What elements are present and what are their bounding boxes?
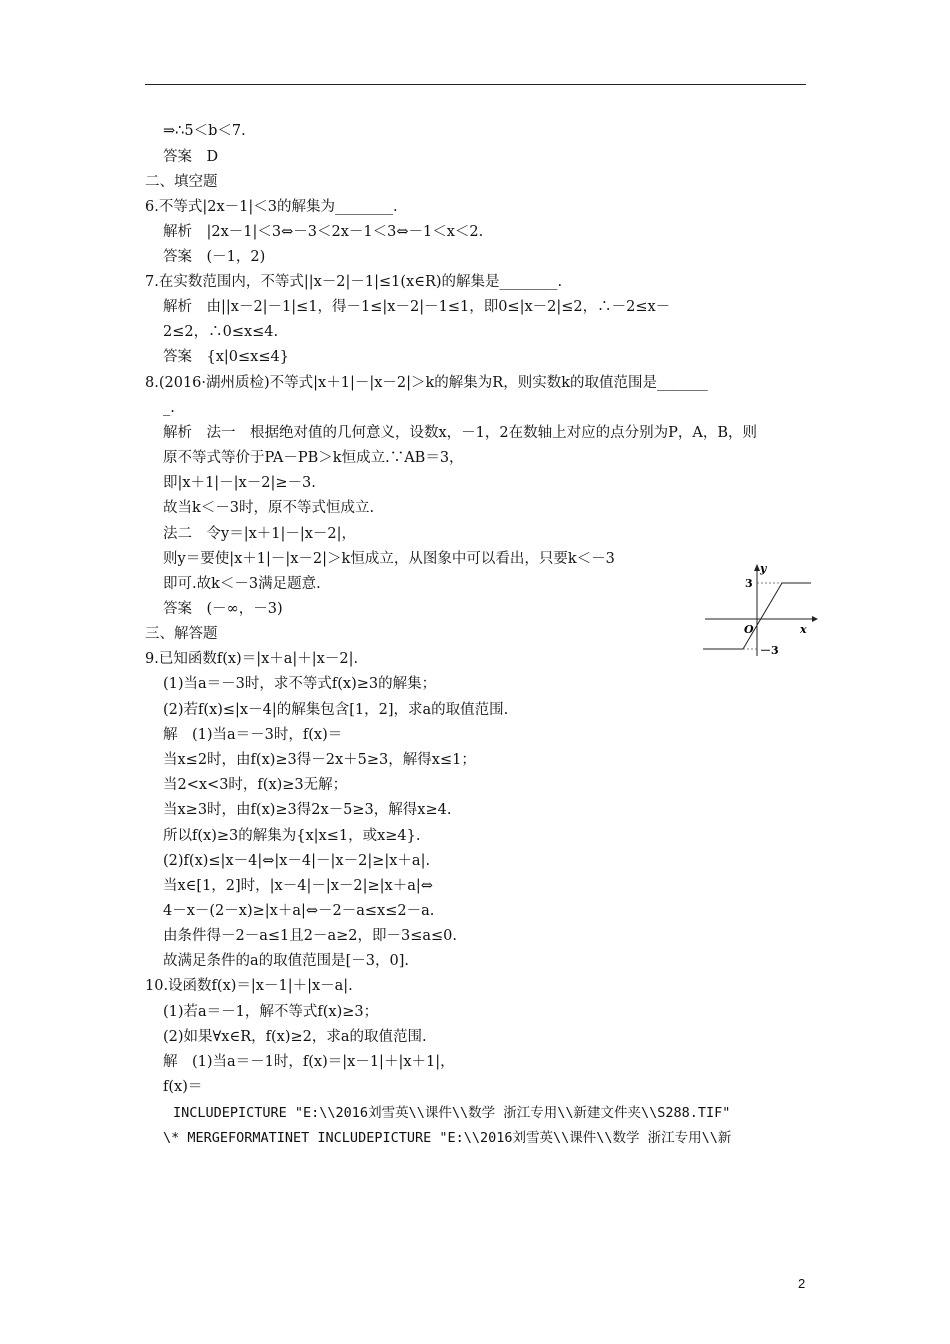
graph-figure (700, 560, 820, 660)
sub-question: (2)如果∀x∈R，f(x)≥2，求a的取值范围. (163, 1029, 427, 1045)
analysis-line: 解析 由||x－2|－1|≤1，得－1≤|x－2|－1≤1，即0≤|x－2|≤2，∴－2≤x－ (163, 299, 671, 315)
solution-line: 所以f(x)≥3的解集为{x|x≤1，或x≥4}. (163, 828, 421, 844)
field-code-line: INCLUDEPICTURE "E:\\2016刘雪英\\课件\\数学 浙江专用\\新建文件夹\\S288.TIF" (173, 1105, 731, 1121)
analysis-line: 解析 |2x－1|＜3⇔－3＜2x－1＜3⇔－1＜x＜2. (163, 224, 484, 240)
text-line: _. (163, 400, 175, 416)
y-axis-label: y (760, 562, 767, 575)
question-7: 7.在实数范围内，不等式||x－2|－1|≤1(x∈R)的解集是________. (145, 274, 563, 290)
header-rule (145, 84, 806, 85)
text-line: ⇒∴5＜b＜7. (163, 123, 246, 139)
x-axis-arrow-icon (812, 616, 818, 622)
section-heading: 三、解答题 (145, 626, 218, 642)
page-number: 2 (798, 1276, 806, 1291)
analysis-line: 解析 法一 根据绝对值的几何意义，设数x，－1，2在数轴上对应的点分别为P，A，B，则 (163, 425, 758, 441)
analysis-line: 即|x＋1|－|x－2|≥－3. (163, 475, 316, 491)
question-6: 6.不等式|2x－1|＜3的解集为________. (145, 199, 398, 215)
tick-label-neg3: －3 (760, 644, 779, 657)
solution-line: 当x≤2时，由f(x)≥3得－2x＋5≥3，解得x≤1； (163, 752, 476, 768)
solution-line: 由条件得－2－a≤1且2－a≥2，即－3≤a≤0. (163, 928, 457, 944)
answer-line: 答案 (－1，2) (163, 249, 266, 265)
solution-line: 当2<x<3时，f(x)≥3无解； (163, 777, 348, 793)
question-8: 8.(2016·湖州质检)不等式|x＋1|－|x－2|＞k的解集为R，则实数k的取值范围是_______ (145, 375, 708, 391)
x-axis-label: x (800, 623, 807, 636)
section-heading: 二、填空题 (145, 174, 218, 190)
answer-line: 答案 (－∞，－3) (163, 601, 283, 617)
question-9: 9.已知函数f(x)＝|x＋a|＋|x－2|. (145, 651, 359, 667)
tick-label-3: 3 (745, 577, 753, 590)
answer-line: 答案 D (163, 149, 219, 165)
solution-line: 当x∈[1，2]时，|x－4|－|x－2|≥|x＋a|⇔ (163, 878, 433, 894)
field-code-line: \* MERGEFORMATINET INCLUDEPICTURE "E:\\2016刘雪英\\课件\\数学 浙江专用\\新 (163, 1130, 732, 1146)
solution-line: 解 (1)当a＝－3时，f(x)＝ (163, 727, 343, 743)
sub-question: (1)若a＝－1，解不等式f(x)≥3； (163, 1004, 379, 1020)
solution-line: 故满足条件的a的取值范围是[－3，0]. (163, 953, 410, 969)
solution-line: 当x≥3时，由f(x)≥3得2x－5≥3，解得x≥4. (163, 802, 452, 818)
solution-line: 4－x－(2－x)≥|x＋a|⇔－2－a≤x≤2－a. (163, 903, 435, 919)
solution-line: f(x)＝ (163, 1079, 203, 1095)
analysis-line: 法二 令y＝|x＋1|－|x－2|， (163, 526, 357, 542)
solution-line: 解 (1)当a＝－1时，f(x)＝|x－1|＋|x＋1|， (163, 1054, 455, 1070)
question-10: 10.设函数f(x)＝|x－1|＋|x－a|. (145, 978, 353, 994)
analysis-line: 即可.故k＜－3满足题意. (163, 576, 321, 592)
sub-question: (2)若f(x)≤|x－4|的解集包含[1，2]，求a的取值范围. (163, 702, 509, 718)
answer-line: 答案 {x|0≤x≤4} (163, 349, 289, 365)
analysis-line: 则y＝要使|x＋1|－|x－2|＞k恒成立，从图象中可以看出，只要k＜－3 (163, 551, 615, 567)
analysis-line: 2≤2，∴0≤x≤4. (163, 324, 279, 340)
sub-question: (1)当a＝－3时，求不等式f(x)≥3的解集； (163, 676, 437, 692)
solution-line: (2)f(x)≤|x－4|⇔|x－4|－|x－2|≥|x＋a|. (163, 853, 431, 869)
analysis-line: 原不等式等价于PA－PB＞k恒成立.∵AB＝3， (163, 450, 464, 466)
origin-label: O (744, 623, 754, 636)
analysis-line: 故当k＜－3时，原不等式恒成立. (163, 500, 375, 516)
